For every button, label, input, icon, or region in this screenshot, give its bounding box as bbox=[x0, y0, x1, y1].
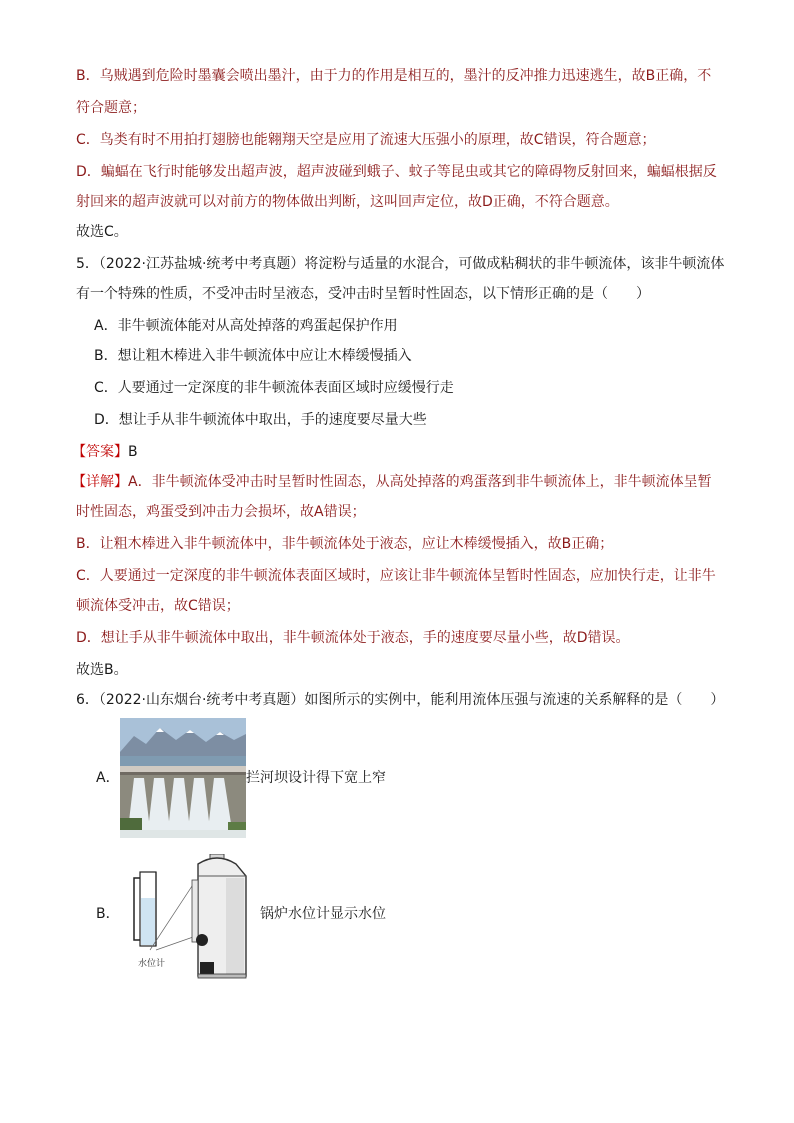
explanation-line: B．乌贼遇到危险时墨囊会喷出墨汁，由于力的作用是相互的，墨汁的反冲推力迅速逃生，故B正确，不 bbox=[76, 68, 712, 84]
detail-line: D．想让手从非牛顿流体中取出，非牛顿流体处于液态，手的速度要尽量小些，故D错误。 bbox=[76, 630, 630, 646]
gauge-label: 水位计 bbox=[138, 959, 166, 969]
answer-line bbox=[72, 442, 138, 462]
detail-line: B．让粗木棒进入非牛顿流体中，非牛顿流体处于液态，应让木棒缓慢插入，故B正确； bbox=[76, 536, 614, 552]
question-5-stem: 有一个特殊的性质，不受冲击时呈液态，受冲击时呈暂时性固态，以下情形正确的是（ ） bbox=[76, 286, 650, 302]
detail-line: 时性固态，鸡蛋受到冲击力会损坏，故A错误； bbox=[76, 504, 366, 520]
explanation-line: C．鸟类有时不用拍打翅膀也能翱翔天空是应用了流速大压强小的原理，故C错误，符合题意； bbox=[76, 132, 656, 148]
answer-value: B bbox=[128, 444, 138, 460]
question-5-option-a: A．非牛顿流体能对从高处掉落的鸡蛋起保护作用 bbox=[94, 318, 398, 334]
detail-text: A．非牛顿流体受冲击时呈暂时性固态，从高处掉落的鸡蛋落到非牛顿流体上，非牛顿流体呈暂 bbox=[128, 474, 712, 490]
question-6-option-a-text: 拦河坝设计得下宽上窄 bbox=[246, 770, 386, 786]
question-5-option-c: C．人要通过一定深度的非牛顿流体表面区域时应缓慢行走 bbox=[94, 380, 454, 396]
explanation-line: 射回来的超声波就可以对前方的物体做出判断，这叫回声定位，故D正确，不符合题意。 bbox=[76, 194, 619, 210]
dam-photo bbox=[120, 718, 246, 838]
question-6-option-a-letter: A． bbox=[96, 770, 120, 786]
question-5-option-b: B．想让粗木棒进入非牛顿流体中应让木棒缓慢插入 bbox=[94, 348, 412, 364]
dam-illustration bbox=[120, 718, 246, 838]
question-5-option-d: D．想让手从非牛顿流体中取出，手的速度要尽量大些 bbox=[94, 412, 427, 428]
detail-line bbox=[72, 472, 712, 492]
answer-tag: 【答案】 bbox=[72, 444, 128, 460]
detail-tag: 【详解】 bbox=[72, 474, 128, 490]
explanation-line: D．蝙蝠在飞行时能够发出超声波，超声波碰到蛾子、蚊子等昆虫或其它的障碍物反射回来，蝙蝠根据反 bbox=[76, 164, 717, 180]
question-6-stem: 6．（2022·山东烟台·统考中考真题）如图所示的实例中，能利用流体压强与流速的关系解释的是（ ） bbox=[76, 692, 725, 708]
boiler-diagram bbox=[120, 854, 252, 980]
question-6-option-b-letter: B． bbox=[96, 906, 120, 922]
explanation-line: 符合题意； bbox=[76, 100, 146, 116]
conclusion-text: 故选B。 bbox=[76, 662, 128, 678]
question-5-stem: 5．（2022·江苏盐城·统考中考真题）将淀粉与适量的水混合，可做成粘稠状的非牛顿流体，该非牛顿流体 bbox=[76, 256, 725, 272]
conclusion-text: 故选C。 bbox=[76, 224, 128, 240]
detail-line: C．人要通过一定深度的非牛顿流体表面区域时，应该让非牛顿流体呈暂时性固态，应加快行走，让非牛 bbox=[76, 568, 716, 584]
detail-line: 顿流体受冲击，故C错误； bbox=[76, 598, 240, 614]
question-6-option-b-text: 锅炉水位计显示水位 bbox=[260, 906, 386, 922]
